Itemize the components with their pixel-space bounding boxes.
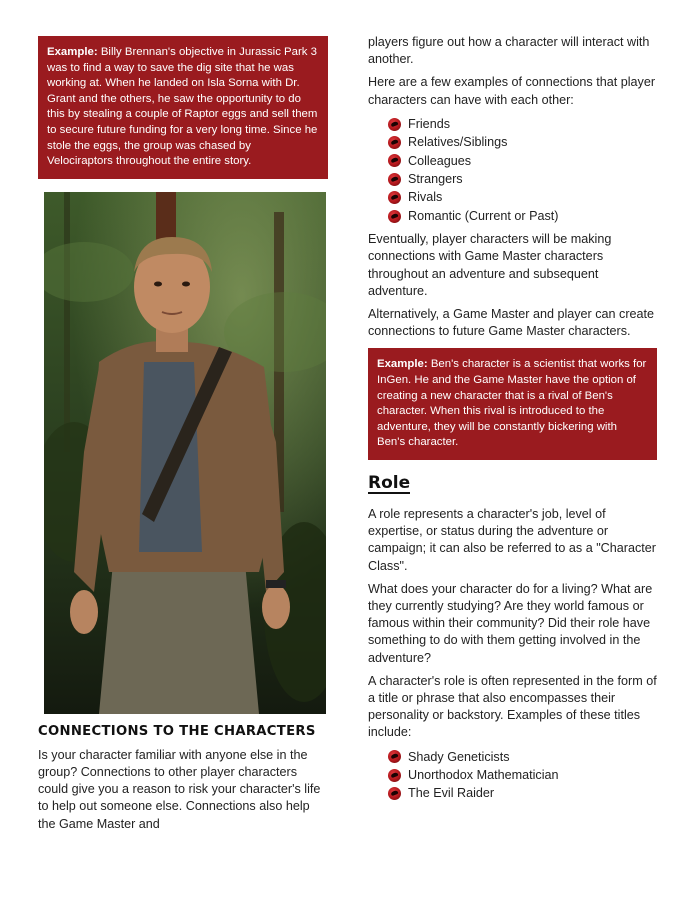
raptor-claw-icon	[388, 136, 401, 149]
example-callout-ben	[368, 348, 657, 460]
connections-paragraph: Is your character familiar with anyone else in the group? Connections to other player characters could give you a reason to risk your character's life to help out someone else. Connections also help the Game Master and	[38, 747, 321, 831]
paragraph-examples-intro: Here are a few examples of connections that player characters can have with each other:	[368, 75, 656, 107]
character-photo	[44, 192, 326, 714]
list-item: Colleagues	[388, 152, 658, 170]
raptor-claw-icon	[388, 787, 401, 800]
raptor-claw-icon	[388, 154, 401, 167]
raptor-claw-icon	[388, 173, 401, 186]
list-item: Rivals	[388, 188, 658, 206]
right-column	[368, 34, 658, 809]
raptor-claw-icon	[388, 769, 401, 782]
left-column	[38, 36, 328, 841]
paragraph-eventually: Eventually, player characters will be making connections with Game Master characters throughout an adventure and subsequent adventure.	[368, 232, 612, 298]
connections-list	[388, 115, 658, 225]
raptor-claw-icon	[388, 118, 401, 131]
titles-list	[388, 748, 658, 803]
example-text: Ben's character is a scientist that works for InGen. He and the Game Master have the option of creating a new character that is a rival of Ben's character. When this rival is introduced to the adventure, they will be constantly bickering with Ben's character.	[377, 358, 647, 449]
paragraph-alternatively: Alternatively, a Game Master and player can create connections to future Game Master characters.	[368, 307, 655, 339]
list-item: Shady Geneticists	[388, 748, 658, 766]
paragraph-role-definition: A role represents a character's job, level of expertise, or status during the adventure or campaign; it can also be referred to as a "Character Class".	[368, 507, 656, 573]
jungle-character-image	[44, 192, 326, 714]
raptor-claw-icon	[388, 210, 401, 223]
list-item: Romantic (Current or Past)	[388, 207, 658, 225]
role-heading: Role	[368, 473, 411, 494]
paragraph-role-titles: A character's role is often represented in the form of a title or phrase that also encompasses their personality or backstory. Examples of these titles include:	[368, 673, 657, 740]
list-item: Friends	[388, 115, 658, 133]
connections-heading: CONNECTIONS TO THE CHARACTERS	[38, 723, 316, 739]
list-item: Unorthodox Mathematician	[388, 766, 658, 784]
paragraph-interact: players figure out how a character will interact with another.	[368, 35, 650, 67]
list-item: The Evil Raider	[388, 784, 658, 802]
example-text: Billy Brennan's objective in Jurassic Park 3 was to find a way to save the dig site that he was working at. When he landed on Isla Sorna with Dr. Grant and the others, he saw the opportunity to do this by stealing a couple of Raptor eggs and sell them to secure future funding for a very long time. Since he stole the eggs, the group was chased by Velociraptors throughout the entire story.	[47, 46, 318, 168]
list-item: Strangers	[388, 170, 658, 188]
example-callout-billy	[38, 36, 328, 179]
raptor-claw-icon	[388, 191, 401, 204]
example-label: Example:	[377, 358, 428, 371]
raptor-claw-icon	[388, 750, 401, 763]
paragraph-role-questions: What does your character do for a living? What are they currently studying? Are they world famous or famous within their community? Did their role have something to do with them getting involved in the adventure?	[368, 581, 653, 665]
example-label: Example:	[47, 46, 98, 58]
list-item: Relatives/Siblings	[388, 133, 658, 151]
